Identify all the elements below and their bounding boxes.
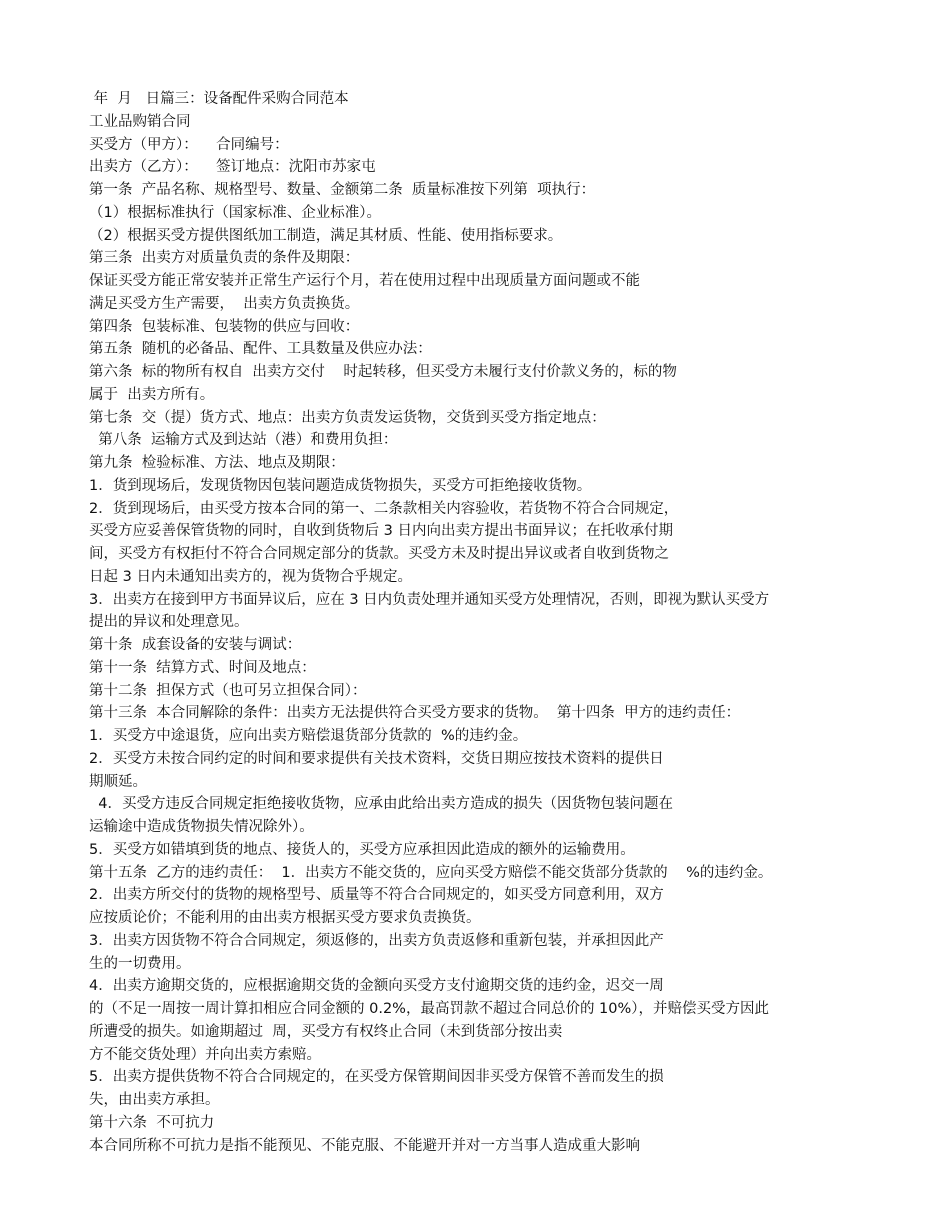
doc-line: 买受方应妥善保管货物的同时，自收到货物后 3 日内向出卖方提出书面异议；在托收承付期	[89, 523, 673, 540]
doc-line: （2）根据买受方提供图纸加工制造，满足其材质、性能、使用指标要求。	[89, 227, 563, 244]
doc-line: 生的一切费用。	[89, 955, 191, 972]
doc-line: 第三条 出卖方对质量负责的条件及期限：	[89, 250, 360, 267]
doc-line: 2．买受方未按合同约定的时间和要求提供有关技术资料，交货日期应按技术资料的提供日	[89, 750, 664, 767]
contract-document	[0, 88, 950, 1157]
doc-line: 3．出卖方在接到甲方书面异议后，应在 3 日内负责处理并通知买受方处理情况，否则，即视为默认买受方	[89, 591, 770, 608]
doc-line: 出卖方（乙方）： 签订地点：沈阳市苏家屯	[89, 159, 376, 176]
doc-line: 第一条 产品名称、规格型号、数量、金额第二条 质量标准按下列第 项执行：	[89, 182, 596, 198]
doc-line: 运输途中造成货物损失情况除外）。	[89, 819, 314, 835]
doc-line: 第十六条 不可抗力	[89, 1114, 215, 1131]
doc-line: 方不能交货处理）并向出卖方索赔。	[89, 1046, 321, 1063]
doc-line: 5．出卖方提供货物不符合合同规定的，在买受方保管期间因非买受方保管不善而发生的损	[89, 1069, 664, 1086]
doc-line: 所遭受的损失。如逾期超过 周，买受方有权终止合同（未到货部分按出卖	[89, 1023, 563, 1040]
doc-line: 第九条 检验标准、方法、地点及期限：	[89, 455, 345, 471]
doc-line: 第十一条 结算方式、时间及地点：	[89, 659, 316, 676]
doc-title: 工业品购销合同	[89, 113, 191, 130]
doc-line: 5．买受方如错填到货的地点、接货人的，买受方应承担因此造成的额外的运输费用。	[89, 841, 635, 858]
doc-line: 第十二条 担保方式（也可另立担保合同）：	[89, 682, 367, 699]
doc-line: 4．买受方违反合同规定拒绝接收货物，应承由此给出卖方造成的损失（因货物包装问题在	[89, 796, 673, 813]
doc-line: 第十条 成套设备的安装与调试：	[89, 637, 302, 653]
doc-line: 第八条 运输方式及到达站（港）和费用负担：	[89, 432, 398, 449]
doc-line: 日起 3 日内未通知出卖方的，视为货物合乎规定。	[89, 568, 412, 585]
doc-line: 3．出卖方因货物不符合合同规定，须返修的，出卖方负责返修和重新包装，并承担因此产	[89, 932, 664, 949]
doc-line: 第七条 交（提）货方式、地点：出卖方负责发运货物，交货到买受方指定地点：	[89, 409, 606, 426]
doc-line: 提出的异议和处理意见。	[89, 614, 249, 631]
doc-line: 买受方（甲方）： 合同编号：	[89, 136, 289, 153]
doc-line: 应按质论价；不能利用的由出卖方根据买受方要求负责换货。	[89, 910, 481, 926]
doc-line: 满足买受方生产需要， 出卖方负责换货。	[89, 295, 360, 312]
doc-line: 第四条 包装标准、包装物的供应与回收：	[89, 318, 360, 335]
doc-line: 第五条 随机的必备品、配件、工具数量及供应办法：	[89, 341, 432, 358]
doc-line: 本合同所称不可抗力是指不能预见、不能克服、不能避开并对一方当事人造成重大影响	[89, 1137, 640, 1154]
doc-line: 第六条 标的物所有权自 出卖方交付 时起转移，但买受方未履行支付价款义务的，标的物	[89, 364, 677, 380]
doc-line: 期顺延。	[89, 773, 147, 790]
doc-line: 第十三条 本合同解除的条件：出卖方无法提供符合买受方要求的货物。 第十四条 甲方的违约责任：	[89, 705, 741, 722]
doc-line: 的（不足一周按一周计算扣相应合同金额的 0.2%，最高罚款不超过合同总价的 10%），并赔偿买受方因此	[89, 1001, 770, 1017]
doc-line: 4．出卖方逾期交货的，应根据逾期交货的金额向买受方支付逾期交货的违约金，迟交一周	[89, 978, 664, 995]
doc-line: 间，买受方有权拒付不符合合同规定部分的货款。买受方未及时提出异议或者自收到货物之	[89, 546, 669, 562]
doc-line: 2．出卖方所交付的货物的规格型号、质量等不符合合同规定的，如买受方同意利用，双方	[89, 887, 664, 904]
doc-line: 2．货到现场后，由买受方按本合同的第一、二条款相关内容验收，若货物不符合合同规定，	[89, 500, 679, 517]
doc-line: 年 月 日篇三：设备配件采购合同范本	[89, 91, 349, 107]
doc-line: （1）根据标准执行（国家标准、企业标准）。	[89, 204, 381, 221]
doc-line: 属于 出卖方所有。	[89, 386, 215, 403]
doc-line: 1．货到现场后，发现货物因包装问题造成货物损失，买受方可拒绝接收货物。	[89, 477, 592, 494]
doc-line: 1．买受方中途退货，应向出卖方赔偿退货部分货款的 %的违约金。	[89, 728, 528, 744]
doc-line: 保证买受方能正常安装并正常生产运行个月，若在使用过程中出现质量方面问题或不能	[89, 273, 640, 289]
doc-line: 第十五条 乙方的违约责任： 1．出卖方不能交货的，应向买受方赔偿不能交货部分货款的 %的违约金。	[89, 864, 773, 881]
doc-line: 失，由出卖方承担。	[89, 1092, 220, 1108]
